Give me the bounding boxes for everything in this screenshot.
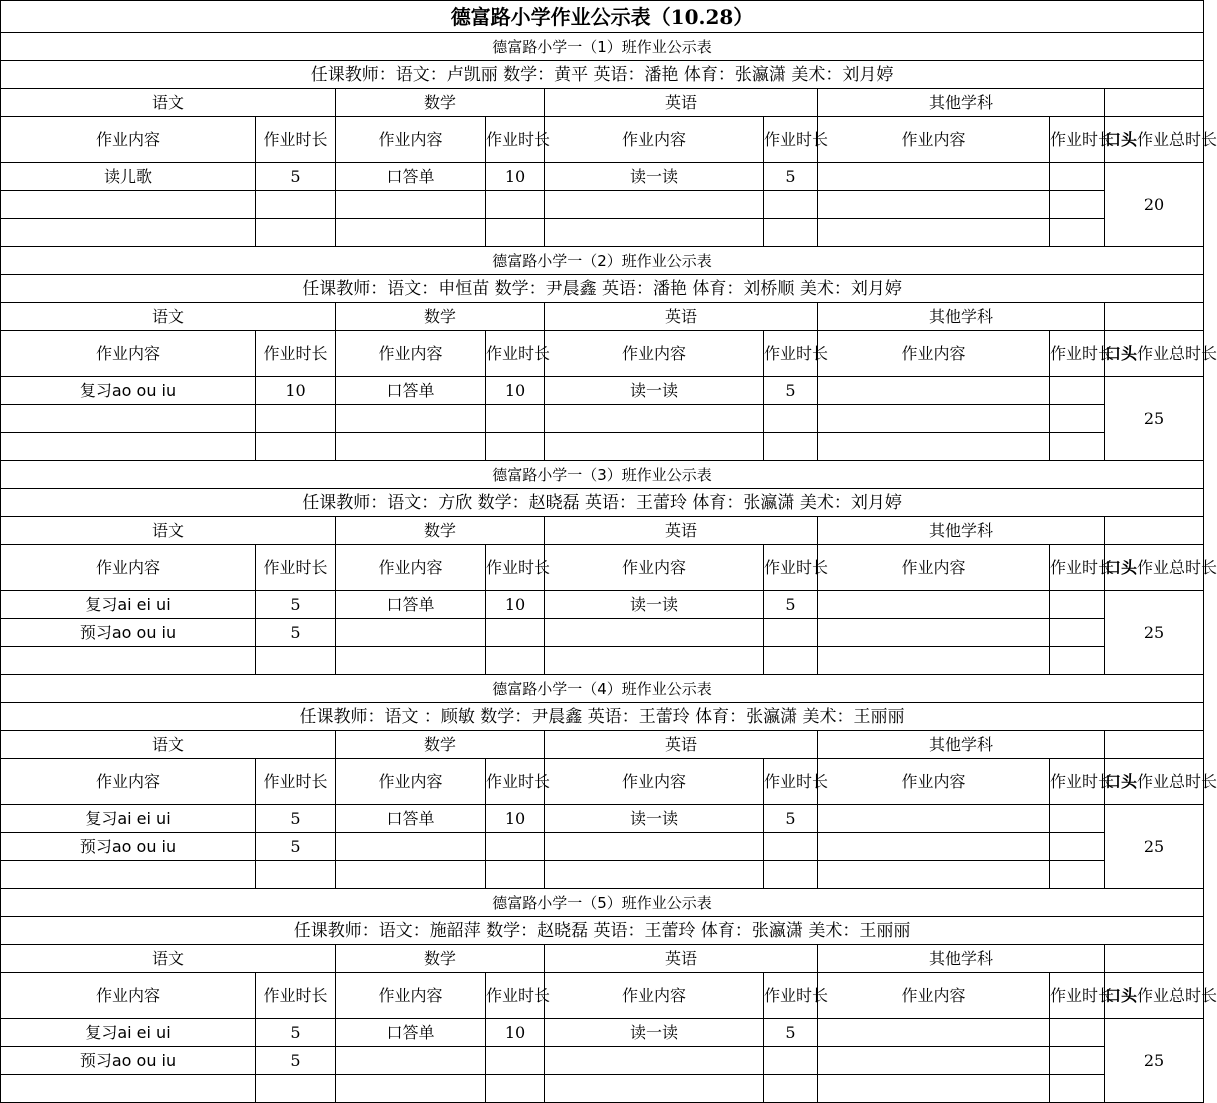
table-cell: 复习ai ei ui (1, 1019, 256, 1047)
column-header-content: 作业内容 (336, 759, 486, 805)
column-header-content: 作业内容 (545, 331, 764, 377)
table-cell (336, 219, 486, 247)
column-header-duration: 作业时长 (764, 331, 818, 377)
column-header-duration: 作业时长 (486, 545, 545, 591)
column-header-duration: 作业时长 (486, 117, 545, 163)
table-cell (1050, 433, 1105, 461)
table-cell (256, 191, 336, 219)
table-cell (764, 433, 818, 461)
column-header-duration: 作业时长 (764, 759, 818, 805)
table-cell (486, 219, 545, 247)
table-cell (486, 405, 545, 433)
table-cell (256, 1075, 336, 1103)
table-cell (545, 647, 764, 675)
table-cell (764, 647, 818, 675)
total-time-cell: 20 (1105, 163, 1204, 247)
column-header-duration: 作业时长 (256, 759, 336, 805)
column-header-duration: 作业时长 (256, 331, 336, 377)
column-header-duration: 作业时长 (1050, 331, 1105, 377)
column-header-duration: 作业时长 (764, 973, 818, 1019)
subject-header-other: 其他学科 (818, 517, 1105, 545)
column-header-total (1105, 331, 1217, 377)
total-label-bold: 口头 (1105, 985, 1138, 1005)
table-cell (764, 219, 818, 247)
table-cell: 口答单 (336, 1019, 486, 1047)
table-cell (764, 1047, 818, 1075)
table-cell: 口答单 (336, 163, 486, 191)
subject-header-math: 数学 (336, 303, 545, 331)
table-cell (1, 1075, 256, 1103)
teacher-list: 任课教师：语文 ：顾敏 数学：尹晨鑫 英语：王蕾玲 体育：张瀛潇 美术：王丽丽 (1, 703, 1204, 731)
table-cell (1050, 861, 1105, 889)
subject-header-chinese: 语文 (1, 89, 336, 117)
table-cell (1, 405, 256, 433)
total-label-bold: 口头 (1105, 343, 1138, 363)
total-label-rest: 作业总时长 (1137, 771, 1217, 791)
subject-header-chinese: 语文 (1, 303, 336, 331)
table-cell (1, 647, 256, 675)
subject-header-english: 英语 (545, 303, 818, 331)
subject-header-blank (1105, 89, 1204, 117)
column-header-duration: 作业时长 (256, 973, 336, 1019)
column-header-duration: 作业时长 (1050, 973, 1105, 1019)
table-cell (1, 191, 256, 219)
table-cell (1050, 191, 1105, 219)
table-cell (764, 861, 818, 889)
column-header-content: 作业内容 (818, 117, 1050, 163)
column-header-duration: 作业时长 (486, 973, 545, 1019)
column-header-content: 作业内容 (818, 545, 1050, 591)
table-cell: 10 (486, 377, 545, 405)
table-cell (818, 377, 1050, 405)
table-cell (818, 1019, 1050, 1047)
column-header-duration: 作业时长 (256, 117, 336, 163)
subject-header-other: 其他学科 (818, 303, 1105, 331)
table-cell: 5 (764, 377, 818, 405)
sheet-title: 德富路小学作业公示表（10.28） (1, 1, 1204, 33)
table-cell: 口答单 (336, 805, 486, 833)
column-header-content: 作业内容 (545, 117, 764, 163)
table-cell (764, 405, 818, 433)
table-cell: 读一读 (545, 163, 764, 191)
table-cell (545, 191, 764, 219)
column-header-content: 作业内容 (1, 117, 256, 163)
table-cell (486, 861, 545, 889)
table-cell (818, 647, 1050, 675)
table-cell: 口答单 (336, 377, 486, 405)
column-header-content: 作业内容 (545, 545, 764, 591)
column-header-duration: 作业时长 (764, 545, 818, 591)
total-time-cell: 25 (1105, 805, 1204, 889)
table-cell (486, 647, 545, 675)
subject-header-english: 英语 (545, 517, 818, 545)
column-header-total (1105, 759, 1217, 805)
table-cell: 复习ai ei ui (1, 805, 256, 833)
table-cell (336, 647, 486, 675)
column-header-content: 作业内容 (818, 973, 1050, 1019)
total-label-rest: 作业总时长 (1137, 985, 1217, 1005)
subject-header-chinese: 语文 (1, 517, 336, 545)
table-cell (1050, 647, 1105, 675)
table-cell: 口答单 (336, 591, 486, 619)
subject-header-blank (1105, 303, 1204, 331)
total-label-bold: 口头 (1105, 129, 1138, 149)
total-time-cell: 25 (1105, 591, 1204, 675)
teacher-list: 任课教师：语文：卢凯丽 数学：黄平 英语：潘艳 体育：张瀛潇 美术：刘月婷 (1, 61, 1204, 89)
table-cell (486, 833, 545, 861)
class-title: 德富路小学一（2）班作业公示表 (1, 247, 1204, 275)
column-header-content: 作业内容 (818, 759, 1050, 805)
table-cell (336, 1047, 486, 1075)
table-cell (486, 1075, 545, 1103)
total-time-cell: 25 (1105, 1019, 1204, 1103)
table-cell: 5 (764, 805, 818, 833)
subject-header-other: 其他学科 (818, 89, 1105, 117)
class-title: 德富路小学一（3）班作业公示表 (1, 461, 1204, 489)
total-time-cell: 25 (1105, 377, 1204, 461)
column-header-content: 作业内容 (336, 117, 486, 163)
subject-header-chinese: 语文 (1, 945, 336, 973)
column-header-content: 作业内容 (1, 973, 256, 1019)
table-cell (545, 433, 764, 461)
table-cell: 5 (256, 1019, 336, 1047)
table-cell (818, 219, 1050, 247)
table-cell (256, 219, 336, 247)
table-cell (818, 191, 1050, 219)
table-cell: 5 (764, 163, 818, 191)
total-label-rest: 作业总时长 (1137, 557, 1217, 577)
subject-header-english: 英语 (545, 945, 818, 973)
column-header-content: 作业内容 (1, 331, 256, 377)
table-cell (256, 861, 336, 889)
table-cell: 读一读 (545, 591, 764, 619)
column-header-total (1105, 973, 1217, 1019)
subject-header-other: 其他学科 (818, 731, 1105, 759)
table-cell: 5 (256, 619, 336, 647)
table-cell (486, 191, 545, 219)
table-cell (336, 405, 486, 433)
table-cell: 复习ai ei ui (1, 591, 256, 619)
subject-header-chinese: 语文 (1, 731, 336, 759)
column-header-content: 作业内容 (545, 759, 764, 805)
column-header-content: 作业内容 (1, 759, 256, 805)
table-cell: 10 (486, 1019, 545, 1047)
table-cell: 5 (256, 163, 336, 191)
table-cell (545, 405, 764, 433)
total-label-bold: 口头 (1105, 771, 1138, 791)
total-label-bold: 口头 (1105, 557, 1138, 577)
table-cell: 复习ao ou iu (1, 377, 256, 405)
class-title: 德富路小学一（4）班作业公示表 (1, 675, 1204, 703)
table-cell (545, 619, 764, 647)
table-cell: 预习ao ou iu (1, 619, 256, 647)
table-cell (1050, 833, 1105, 861)
column-header-content: 作业内容 (336, 973, 486, 1019)
subject-header-blank (1105, 731, 1204, 759)
table-cell (818, 619, 1050, 647)
table-cell: 10 (486, 805, 545, 833)
table-cell: 10 (256, 377, 336, 405)
table-cell (1050, 805, 1105, 833)
table-cell: 读儿歌 (1, 163, 256, 191)
table-cell: 5 (256, 805, 336, 833)
table-cell (486, 619, 545, 647)
subject-header-math: 数学 (336, 89, 545, 117)
table-cell (1050, 591, 1105, 619)
column-header-total (1105, 545, 1217, 591)
table-cell (1050, 405, 1105, 433)
teacher-list: 任课教师：语文：申恒苗 数学：尹晨鑫 英语：潘艳 体育：刘桥顺 美术：刘月婷 (1, 275, 1204, 303)
table-cell: 读一读 (545, 1019, 764, 1047)
table-cell (1, 219, 256, 247)
table-cell (818, 1047, 1050, 1075)
table-cell (764, 619, 818, 647)
table-cell (545, 219, 764, 247)
table-cell: 5 (256, 591, 336, 619)
table-cell (256, 647, 336, 675)
teacher-list: 任课教师：语文：施韶萍 数学：赵晓磊 英语：王蕾玲 体育：张瀛潇 美术：王丽丽 (1, 917, 1204, 945)
column-header-content: 作业内容 (545, 973, 764, 1019)
table-cell (818, 1075, 1050, 1103)
table-cell: 预习ao ou iu (1, 833, 256, 861)
table-cell (1050, 377, 1105, 405)
table-cell: 读一读 (545, 805, 764, 833)
column-header-duration: 作业时长 (486, 331, 545, 377)
table-cell (486, 433, 545, 461)
column-header-duration: 作业时长 (486, 759, 545, 805)
table-cell (818, 405, 1050, 433)
table-cell (545, 1075, 764, 1103)
table-cell (1050, 163, 1105, 191)
table-cell (818, 861, 1050, 889)
column-header-duration: 作业时长 (764, 117, 818, 163)
table-cell (336, 619, 486, 647)
subject-header-english: 英语 (545, 731, 818, 759)
table-cell: 预习ao ou iu (1, 1047, 256, 1075)
table-cell (764, 833, 818, 861)
subject-header-english: 英语 (545, 89, 818, 117)
table-cell (1, 433, 256, 461)
column-header-content: 作业内容 (818, 331, 1050, 377)
teacher-list: 任课教师：语文：方欣 数学：赵晓磊 英语：王蕾玲 体育：张瀛潇 美术：刘月婷 (1, 489, 1204, 517)
subject-header-other: 其他学科 (818, 945, 1105, 973)
table-cell (818, 163, 1050, 191)
table-cell (1050, 1047, 1105, 1075)
subject-header-blank (1105, 517, 1204, 545)
table-cell (256, 433, 336, 461)
subject-header-math: 数学 (336, 517, 545, 545)
column-header-content: 作业内容 (336, 545, 486, 591)
table-cell (486, 1047, 545, 1075)
column-header-duration: 作业时长 (256, 545, 336, 591)
subject-header-math: 数学 (336, 945, 545, 973)
table-cell (1050, 1019, 1105, 1047)
table-cell (545, 833, 764, 861)
column-header-duration: 作业时长 (1050, 759, 1105, 805)
table-cell: 5 (764, 1019, 818, 1047)
table-cell (256, 405, 336, 433)
table-cell: 5 (764, 591, 818, 619)
table-cell (1050, 619, 1105, 647)
table-cell (818, 591, 1050, 619)
class-title: 德富路小学一（1）班作业公示表 (1, 33, 1204, 61)
subject-header-blank (1105, 945, 1204, 973)
table-cell: 读一读 (545, 377, 764, 405)
table-cell (818, 833, 1050, 861)
column-header-total (1105, 117, 1217, 163)
table-cell (336, 1075, 486, 1103)
table-cell (1050, 219, 1105, 247)
column-header-duration: 作业时长 (1050, 545, 1105, 591)
table-cell (336, 861, 486, 889)
table-cell (818, 805, 1050, 833)
subject-header-math: 数学 (336, 731, 545, 759)
column-header-content: 作业内容 (1, 545, 256, 591)
table-cell (764, 1075, 818, 1103)
table-cell (545, 1047, 764, 1075)
table-cell: 5 (256, 1047, 336, 1075)
table-cell (545, 861, 764, 889)
total-label-rest: 作业总时长 (1137, 129, 1217, 149)
table-cell (336, 191, 486, 219)
table-cell (336, 433, 486, 461)
column-header-content: 作业内容 (336, 331, 486, 377)
table-cell: 10 (486, 591, 545, 619)
table-cell (336, 833, 486, 861)
table-cell: 10 (486, 163, 545, 191)
column-header-duration: 作业时长 (1050, 117, 1105, 163)
class-title: 德富路小学一（5）班作业公示表 (1, 889, 1204, 917)
table-cell (764, 191, 818, 219)
table-cell (1050, 1075, 1105, 1103)
table-cell: 5 (256, 833, 336, 861)
table-cell (1, 861, 256, 889)
table-cell (818, 433, 1050, 461)
total-label-rest: 作业总时长 (1137, 343, 1217, 363)
